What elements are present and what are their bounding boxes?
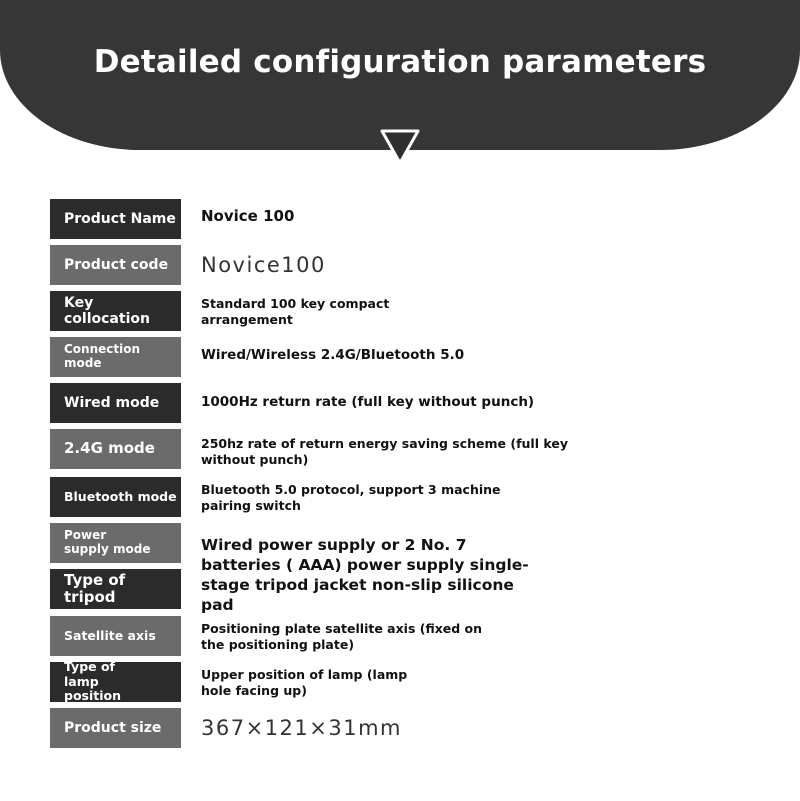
spec-value-product-code: Novice100 — [201, 253, 326, 277]
spec-label-product-code: Product code — [50, 245, 181, 285]
spec-value-satellite-axis: Positioning plate satellite axis (fixed on the positioning plate) — [201, 621, 483, 652]
spec-value-product-name: Novice 100 — [201, 207, 295, 225]
spec-label-product-name: Product Name — [50, 199, 181, 239]
spec-label-connection-mode: Connection mode — [50, 337, 181, 377]
spec-label-type-of-tripod: Type of tripod — [50, 569, 181, 609]
spec-label-bluetooth-mode: Bluetooth mode — [50, 477, 181, 517]
down-triangle-icon — [378, 128, 422, 168]
spec-value-key-collocation: Standard 100 key compact arrangement — [201, 296, 390, 327]
spec-value-2-4g-mode: 250hz rate of return energy saving scheme (full key without punch) — [201, 436, 568, 467]
spec-label-power-supply-mode: Power supply mode — [50, 523, 181, 563]
spec-label-2-4g-mode: 2.4G mode — [50, 429, 181, 469]
spec-value-type-of-lamp-position: Upper position of lamp (lamp hole facing up) — [201, 667, 408, 698]
spec-label-type-of-lamp-position: Type of lamp position — [50, 662, 181, 702]
page-title: Detailed configuration parameters — [93, 44, 707, 80]
spec-value-bluetooth-mode: Bluetooth 5.0 protocol, support 3 machine pairing switch — [201, 482, 501, 513]
spec-value-wired-mode: 1000Hz return rate (full key without punch) — [201, 394, 535, 410]
spec-label-wired-mode: Wired mode — [50, 383, 181, 423]
spec-value-connection-mode: Wired/Wireless 2.4G/Bluetooth 5.0 — [201, 347, 465, 363]
spec-value-power-and-tripod: Wired power supply or 2 No. 7 batteries ( AAA) power supply single-stage tripod jacket non-slip silicone pad — [201, 536, 529, 614]
spec-label-key-collocation: Key collocation — [50, 291, 181, 331]
spec-label-product-size: Product size — [50, 708, 181, 748]
spec-label-satellite-axis: Satellite axis — [50, 616, 181, 656]
spec-value-product-size: 367×121×31mm — [201, 716, 402, 740]
